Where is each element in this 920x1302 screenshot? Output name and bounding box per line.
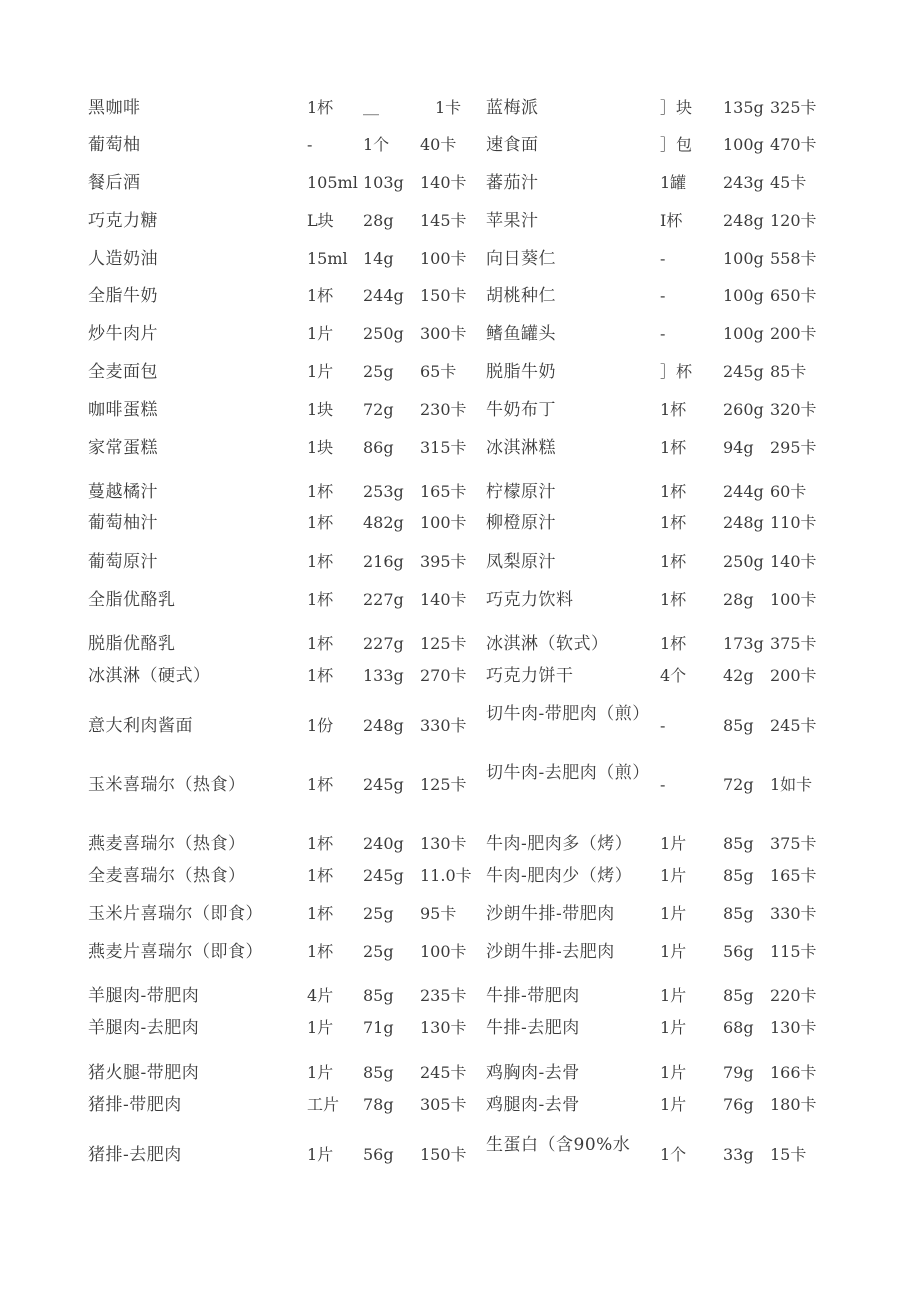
r-wt-cell: 244g [723, 482, 764, 501]
r-qty-cell: 1片 [660, 1063, 687, 1082]
r-cal-cell: 320卡 [770, 400, 817, 419]
r-cal-cell: 650卡 [770, 286, 817, 305]
r-qty-cell: ］块 [660, 98, 693, 117]
l-qty-cell: 1杯 [307, 513, 334, 532]
r-cal-cell: 470卡 [770, 135, 817, 154]
r-cal-cell: 45卡 [770, 173, 807, 192]
l-wt-cell: 245g [363, 775, 404, 794]
r-name-cell: 蓝梅派 [486, 98, 539, 118]
r-name-cell: 速食面 [486, 135, 539, 155]
l-name-cell: 家常蛋糕 [88, 438, 158, 458]
l-name-cell: 巧克力糖 [88, 211, 158, 231]
l-qty-cell: 1杯 [307, 834, 334, 853]
r-cal-cell: 375卡 [770, 634, 817, 653]
r-name-cell: 牛肉-肥肉少（烤） [486, 866, 633, 886]
r-wt-cell: 243g [723, 173, 764, 192]
l-qty-cell: - [307, 135, 313, 154]
l-wt-cell: 250g [363, 324, 404, 343]
l-cal-cell: 270卡 [420, 666, 467, 685]
r-name-cell: 柠檬原汁 [486, 482, 556, 502]
r-wt-cell: 79g [723, 1063, 754, 1082]
l-wt-cell: 72g [363, 400, 394, 419]
l-cal-cell: 130卡 [420, 1018, 467, 1037]
r-cal-cell: 295卡 [770, 438, 817, 457]
r-qty-cell: - [660, 324, 666, 343]
l-name-cell: 燕麦片喜瑞尔（即食） [88, 942, 263, 962]
r-cal-cell: 120卡 [770, 211, 817, 230]
l-cal-cell: 65卡 [420, 362, 457, 381]
r-qty-cell: 4个 [660, 666, 687, 685]
r-qty-cell: 1罐 [660, 173, 687, 192]
r-name-cell: 巧克力饮料 [486, 590, 574, 610]
l-cal-cell: 140卡 [420, 590, 467, 609]
r-name-cell: 切牛肉-去肥肉（煎） [486, 763, 650, 783]
l-wt-cell: 227g [363, 634, 404, 653]
r-qty-cell: I杯 [660, 211, 683, 230]
l-cal-cell: 40卡 [420, 135, 457, 154]
r-qty-cell: 1个 [660, 1145, 687, 1164]
r-cal-cell: 200卡 [770, 324, 817, 343]
r-wt-cell: 42g [723, 666, 754, 685]
r-name-cell: 切牛肉-带肥肉（煎） [486, 704, 650, 724]
l-cal-cell: 230卡 [420, 400, 467, 419]
l-qty-cell: 1杯 [307, 904, 334, 923]
l-qty-cell: 105ml [307, 173, 358, 192]
l-wt-cell: 71g [363, 1018, 394, 1037]
l-qty-cell: 1片 [307, 1018, 334, 1037]
l-cal-cell: 95卡 [420, 904, 457, 923]
r-wt-cell: 245g [723, 362, 764, 381]
l-name-cell: 猪火腿-带肥肉 [88, 1063, 200, 1083]
r-cal-cell: 325卡 [770, 98, 817, 117]
l-cal-cell: 130卡 [420, 834, 467, 853]
l-cal-cell: 100卡 [420, 249, 467, 268]
r-name-cell: 鸡胸肉-去骨 [486, 1063, 580, 1083]
l-wt-cell: 85g [363, 1063, 394, 1082]
l-qty-cell: 1杯 [307, 634, 334, 653]
r-wt-cell: 248g [723, 513, 764, 532]
r-cal-cell: 100卡 [770, 590, 817, 609]
r-qty-cell: 1片 [660, 834, 687, 853]
r-wt-cell: 85g [723, 904, 754, 923]
l-qty-cell: 1杯 [307, 866, 334, 885]
r-wt-cell: 85g [723, 866, 754, 885]
r-qty-cell: 1杯 [660, 438, 687, 457]
l-cal-cell: 150卡 [420, 286, 467, 305]
l-qty-cell: 1块 [307, 438, 334, 457]
l-wt-cell: ＿ [363, 98, 380, 117]
l-cal-cell: 145卡 [420, 211, 467, 230]
l-qty-cell: 15ml [307, 249, 348, 268]
r-wt-cell: 100g [723, 249, 764, 268]
r-wt-cell: 94g [723, 438, 754, 457]
r-qty-cell: - [660, 716, 666, 735]
l-name-cell: 全麦喜瑞尔（热食） [88, 866, 246, 886]
l-wt-cell: 1个 [363, 135, 390, 154]
r-cal-cell: 200卡 [770, 666, 817, 685]
r-name-cell: 脱脂牛奶 [486, 362, 556, 382]
l-cal-cell: 315卡 [420, 438, 467, 457]
r-name-cell: 沙朗牛排-去肥肉 [486, 942, 615, 962]
r-qty-cell: 1杯 [660, 552, 687, 571]
l-qty-cell: 工片 [307, 1095, 340, 1114]
r-name-cell: 沙朗牛排-带肥肉 [486, 904, 615, 924]
r-qty-cell: 1片 [660, 866, 687, 885]
r-wt-cell: 100g [723, 324, 764, 343]
l-wt-cell: 25g [363, 362, 394, 381]
r-cal-cell: 60卡 [770, 482, 807, 501]
r-name-cell: 牛排-带肥肉 [486, 986, 580, 1006]
r-name-cell: 柳橙原汁 [486, 513, 556, 533]
l-cal-cell: 125卡 [420, 634, 467, 653]
l-qty-cell: 1杯 [307, 482, 334, 501]
r-name-cell: 牛排-去肥肉 [486, 1018, 580, 1038]
l-cal-cell: 140卡 [420, 173, 467, 192]
r-qty-cell: - [660, 249, 666, 268]
l-qty-cell: L块 [307, 211, 334, 230]
l-wt-cell: 227g [363, 590, 404, 609]
l-wt-cell: 28g [363, 211, 394, 230]
l-qty-cell: 1杯 [307, 590, 334, 609]
l-wt-cell: 253g [363, 482, 404, 501]
r-name-cell: 凤梨原汁 [486, 552, 556, 572]
r-wt-cell: 100g [723, 135, 764, 154]
l-name-cell: 黑咖啡 [88, 98, 141, 118]
l-qty-cell: 1片 [307, 324, 334, 343]
r-wt-cell: 173g [723, 634, 764, 653]
r-cal-cell: 245卡 [770, 716, 817, 735]
r-cal-cell: 115卡 [770, 942, 817, 961]
l-qty-cell: 1片 [307, 362, 334, 381]
l-cal-cell: 330卡 [420, 716, 467, 735]
r-qty-cell: 1杯 [660, 634, 687, 653]
r-name-cell: 鸡腿肉-去骨 [486, 1095, 580, 1115]
l-name-cell: 咖啡蛋糕 [88, 400, 158, 420]
r-cal-cell: 130卡 [770, 1018, 817, 1037]
l-cal-cell: 1卡 [435, 98, 462, 117]
r-wt-cell: 33g [723, 1145, 754, 1164]
l-name-cell: 葡萄原汁 [88, 552, 158, 572]
l-qty-cell: 1杯 [307, 552, 334, 571]
r-name-cell: 冰淇淋（软式） [486, 634, 609, 654]
r-name-cell: 向日葵仁 [486, 249, 556, 269]
l-wt-cell: 482g [363, 513, 404, 532]
l-cal-cell: 100卡 [420, 942, 467, 961]
l-name-cell: 羊腿肉-带肥肉 [88, 986, 200, 1006]
r-qty-cell: 1杯 [660, 482, 687, 501]
r-cal-cell: 140卡 [770, 552, 817, 571]
r-qty-cell: 1片 [660, 1018, 687, 1037]
r-qty-cell: - [660, 286, 666, 305]
l-cal-cell: 125卡 [420, 775, 467, 794]
l-cal-cell: 300卡 [420, 324, 467, 343]
l-name-cell: 葡萄柚 [88, 135, 141, 155]
l-wt-cell: 240g [363, 834, 404, 853]
r-qty-cell: - [660, 775, 666, 794]
l-name-cell: 玉米喜瑞尔（热食） [88, 775, 246, 795]
r-name-cell: 生蛋白（含90%水 [486, 1135, 631, 1155]
r-wt-cell: 76g [723, 1095, 754, 1114]
r-wt-cell: 100g [723, 286, 764, 305]
r-wt-cell: 248g [723, 211, 764, 230]
r-cal-cell: 110卡 [770, 513, 817, 532]
l-wt-cell: 244g [363, 286, 404, 305]
l-wt-cell: 85g [363, 986, 394, 1005]
l-qty-cell: 1杯 [307, 666, 334, 685]
l-wt-cell: 25g [363, 904, 394, 923]
l-name-cell: 全脂牛奶 [88, 286, 158, 306]
r-wt-cell: 72g [723, 775, 754, 794]
r-name-cell: 胡桃种仁 [486, 286, 556, 306]
l-wt-cell: 245g [363, 866, 404, 885]
l-qty-cell: 1杯 [307, 775, 334, 794]
r-wt-cell: 28g [723, 590, 754, 609]
r-wt-cell: 56g [723, 942, 754, 961]
l-name-cell: 羊腿肉-去肥肉 [88, 1018, 200, 1038]
l-name-cell: 蔓越橘汁 [88, 482, 158, 502]
r-qty-cell: ］杯 [660, 362, 693, 381]
l-qty-cell: 1杯 [307, 942, 334, 961]
l-name-cell: 冰淇淋（硬式） [88, 666, 211, 686]
r-cal-cell: 1如卡 [770, 775, 813, 794]
l-name-cell: 猪排-去肥肉 [88, 1145, 182, 1165]
l-name-cell: 全麦面包 [88, 362, 158, 382]
l-cal-cell: 395卡 [420, 552, 467, 571]
l-name-cell: 全脂优酪乳 [88, 590, 176, 610]
l-name-cell: 炒牛肉片 [88, 324, 158, 344]
r-qty-cell: 1杯 [660, 513, 687, 532]
r-name-cell: 冰淇淋糕 [486, 438, 556, 458]
r-cal-cell: 85卡 [770, 362, 807, 381]
l-cal-cell: 150卡 [420, 1145, 467, 1164]
l-wt-cell: 248g [363, 716, 404, 735]
l-qty-cell: 1片 [307, 1145, 334, 1164]
l-name-cell: 餐后酒 [88, 173, 141, 193]
r-cal-cell: 166卡 [770, 1063, 817, 1082]
l-qty-cell: 1份 [307, 716, 334, 735]
l-wt-cell: 14g [363, 249, 394, 268]
r-name-cell: 蕃茄汁 [486, 173, 539, 193]
r-wt-cell: 85g [723, 716, 754, 735]
r-qty-cell: 1杯 [660, 590, 687, 609]
l-qty-cell: 1块 [307, 400, 334, 419]
r-wt-cell: 68g [723, 1018, 754, 1037]
l-name-cell: 脱脂优酪乳 [88, 634, 176, 654]
r-cal-cell: 558卡 [770, 249, 817, 268]
l-wt-cell: 133g [363, 666, 404, 685]
l-wt-cell: 78g [363, 1095, 394, 1114]
l-wt-cell: 56g [363, 1145, 394, 1164]
r-wt-cell: 135g [723, 98, 764, 117]
r-wt-cell: 260g [723, 400, 764, 419]
r-name-cell: 苹果汁 [486, 211, 539, 231]
l-wt-cell: 216g [363, 552, 404, 571]
r-cal-cell: 220卡 [770, 986, 817, 1005]
l-name-cell: 玉米片喜瑞尔（即食） [88, 904, 263, 924]
l-qty-cell: 1片 [307, 1063, 334, 1082]
l-name-cell: 猪排-带肥肉 [88, 1095, 182, 1115]
l-cal-cell: 11.0卡 [420, 866, 472, 885]
r-name-cell: 鳍鱼罐头 [486, 324, 556, 344]
r-qty-cell: 1片 [660, 1095, 687, 1114]
r-cal-cell: 15卡 [770, 1145, 807, 1164]
r-wt-cell: 85g [723, 834, 754, 853]
l-qty-cell: 1杯 [307, 286, 334, 305]
l-cal-cell: 305卡 [420, 1095, 467, 1114]
r-name-cell: 巧克力饼干 [486, 666, 574, 686]
l-name-cell: 葡萄柚汁 [88, 513, 158, 533]
r-qty-cell: 1片 [660, 986, 687, 1005]
l-cal-cell: 165卡 [420, 482, 467, 501]
l-wt-cell: 103g [363, 173, 404, 192]
l-qty-cell: 1杯 [307, 98, 334, 117]
l-cal-cell: 245卡 [420, 1063, 467, 1082]
l-name-cell: 意大利肉酱面 [88, 716, 193, 736]
r-qty-cell: 1片 [660, 942, 687, 961]
l-name-cell: 燕麦喜瑞尔（热食） [88, 834, 246, 854]
l-qty-cell: 4片 [307, 986, 334, 1005]
r-qty-cell: ］包 [660, 135, 693, 154]
l-wt-cell: 86g [363, 438, 394, 457]
r-cal-cell: 330卡 [770, 904, 817, 923]
l-wt-cell: 25g [363, 942, 394, 961]
l-name-cell: 人造奶油 [88, 249, 158, 269]
l-cal-cell: 100卡 [420, 513, 467, 532]
r-wt-cell: 85g [723, 986, 754, 1005]
r-name-cell: 牛奶布丁 [486, 400, 556, 420]
r-cal-cell: 165卡 [770, 866, 817, 885]
r-wt-cell: 250g [723, 552, 764, 571]
r-name-cell: 牛肉-肥肉多（烤） [486, 834, 633, 854]
r-cal-cell: 180卡 [770, 1095, 817, 1114]
r-qty-cell: 1杯 [660, 400, 687, 419]
r-qty-cell: 1片 [660, 904, 687, 923]
l-cal-cell: 235卡 [420, 986, 467, 1005]
r-cal-cell: 375卡 [770, 834, 817, 853]
